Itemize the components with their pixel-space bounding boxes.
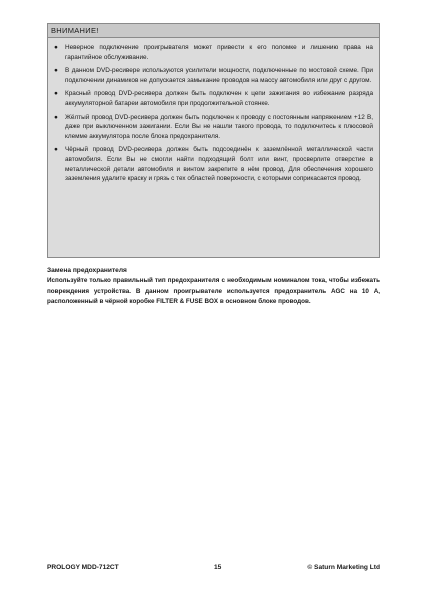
page-number: 15 (214, 564, 222, 571)
list-item (54, 113, 373, 142)
warning-header: ВНИМАНИЕ! (48, 24, 379, 38)
footer-copyright: © Saturn Marketing Ltd (307, 564, 380, 571)
list-item (54, 43, 373, 62)
list-item (54, 89, 373, 108)
warning-text: Красный провод DVD-ресивера должен быть подключен к цепи зажигания во избежание разряда аккумуляторной батареи автомобиля при продолжительной стоянке. (65, 90, 373, 107)
warning-text: В данном DVD-ресивере используются усилители мощности, подключенные по мостовой схеме. При подключении динамиков не допускается замыкание проводов на массу автомобиля или друг с другом. (65, 67, 373, 84)
bullet-icon: ● (54, 113, 58, 121)
list-item (54, 145, 373, 183)
warning-box (47, 23, 380, 258)
bullet-icon: ● (54, 146, 58, 154)
bullet-icon: ● (54, 90, 58, 98)
footer-model: PROLOGY MDD-712CT (47, 564, 119, 571)
list-item (54, 66, 373, 85)
page-footer (47, 562, 380, 574)
bullet-icon: ● (54, 44, 58, 51)
warning-text: Чёрный провод DVD-ресивера должен быть подсоединён к заземлённой металлической части автомобиля. Если Вы не смогли найти подходящий болт или винт, просверлите отверстие в металлической детали автомобиля и винтом закрепите в нём провод. Для обеспечения хорошего заземления удалите краску и грязь с тех областей поверхности, с которыми соприкасается провод. (65, 146, 373, 183)
warning-list (48, 38, 379, 184)
warning-text: Неверное подключение проигрывателя может привести к его поломке и лишению права на гарантийное обслуживание. (65, 44, 373, 61)
warning-text: Жёлтый провод DVD-ресивера должен быть подключен к проводу с постоянным напряжением +12 В, даже при выключенном зажигании. Если Вы не нашли такого провода, то подключитесь к плюсовой клемме аккумулятора после блока предохранителя. (65, 113, 373, 140)
section-body: Используйте только правильный тип предохранителя с необходимым номиналом тока, чтобы избежать повреждения устройства. В данном проигрывателе используется предохранитель АGC на 10 А, расположенный в чёрной коробке FILTER & FUSE BOX в основном блоке проводов. (47, 277, 380, 305)
bullet-icon: ● (54, 67, 58, 75)
section-title: Замена предохранителя (47, 267, 127, 274)
